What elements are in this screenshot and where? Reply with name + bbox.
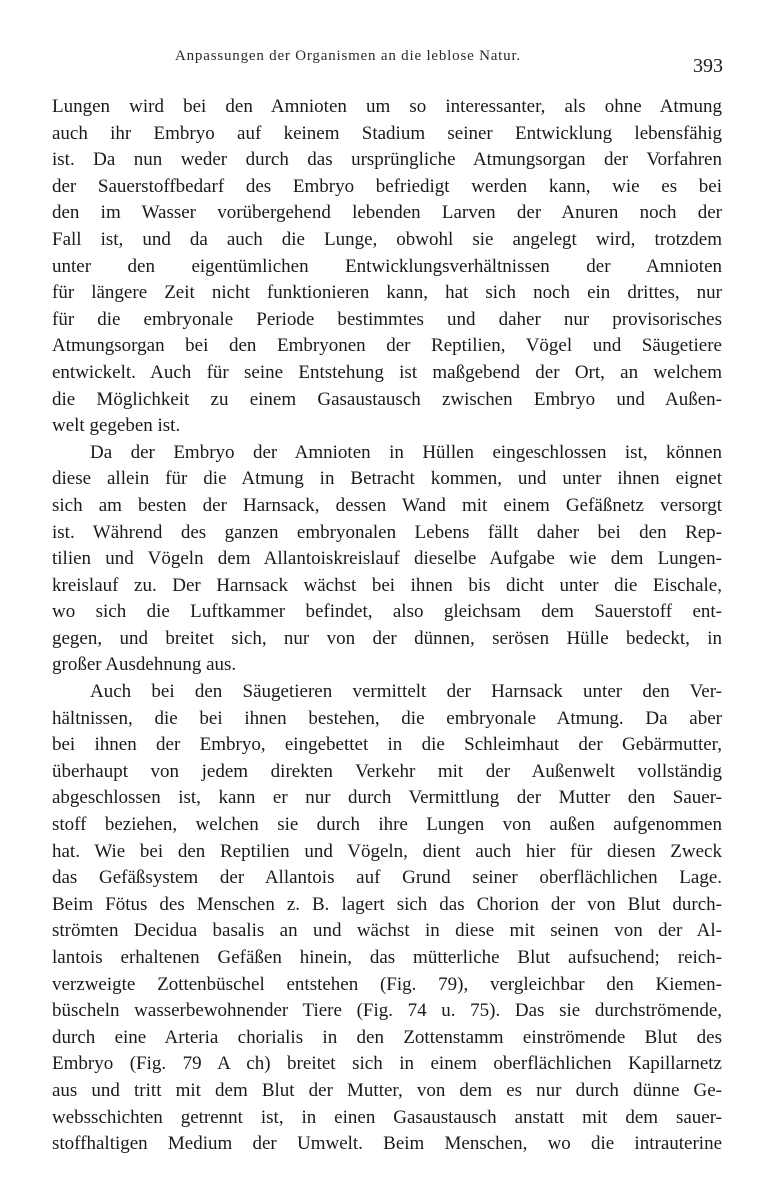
- text-line: stoff beziehen, welchen sie durch ihre Lungen von außen aufgenommen: [52, 814, 722, 836]
- text-line: überhaupt von jedem direkten Verkehr mit der Außenwelt vollständig: [52, 760, 722, 782]
- paragraph-2: [52, 440, 722, 679]
- text-line: Embryo (Fig. 79 A ch) breitet sich in einem oberflächlichen Kapillarnetz: [52, 1053, 722, 1075]
- text-line: sich am besten der Harnsack, dessen Wand mit einem Gefäßnetz versorgt: [52, 494, 722, 516]
- text-line: für die embryonale Periode bestimmtes und daher nur provisorisches: [52, 308, 722, 330]
- text-line: Beim Fötus des Menschen z. B. lagert sich das Chorion der von Blut durch-: [52, 893, 722, 915]
- text-line: diese allein für die Atmung in Betracht kommen, und unter ihnen eignet: [52, 468, 722, 490]
- text-line: den im Wasser vorübergehend lebenden Larven der Anuren noch der: [52, 202, 722, 224]
- text-line: großer Ausdehnung aus.: [52, 654, 237, 676]
- text-line: ist. Während des ganzen embryonalen Lebens fällt daher bei den Rep-: [52, 521, 722, 543]
- text-line: aus und tritt mit dem Blut der Mutter, von dem es nur durch dünne Ge-: [52, 1079, 722, 1101]
- text-line: bei ihnen der Embryo, eingebettet in die Schleimhaut der Gebärmutter,: [52, 734, 722, 756]
- text-line: Atmungsorgan bei den Embryonen der Reptilien, Vögel und Säugetiere: [52, 335, 722, 357]
- text-line: entwickelt. Auch für seine Entstehung ist maßgebend der Ort, an welchem: [52, 361, 722, 383]
- text-line: tilien und Vögeln dem Allantoiskreislauf dieselbe Aufgabe wie dem Lungen-: [52, 548, 722, 570]
- text-line: hat. Wie bei den Reptilien und Vögeln, dient auch hier für diesen Zweck: [52, 840, 722, 862]
- text-line: Da der Embryo der Amnioten in Hüllen eingeschlossen ist, können: [90, 441, 722, 463]
- text-line: Lungen wird bei den Amnioten um so interessanter, als ohne Atmung: [52, 96, 722, 117]
- text-line: gegen, und breitet sich, nur von der dünnen, serösen Hülle bedeckt, in: [52, 627, 722, 649]
- text-line: unter den eigentümlichen Entwicklungsverhältnissen der Amnioten: [52, 255, 722, 277]
- text-line: büscheln wasserbewohnender Tiere (Fig. 74 u. 75). Das sie durchströmende,: [52, 1000, 722, 1022]
- text-line: wo sich die Luftkammer befindet, also gleichsam dem Sauerstoff ent-: [52, 601, 722, 623]
- text-line: die Möglichkeit zu einem Gasaustausch zwischen Embryo und Außen-: [52, 388, 722, 410]
- text-line: strömten Decidua basalis an und wächst in diese mit seinen von der Al-: [52, 920, 722, 942]
- text-line: verzweigte Zottenbüschel entstehen (Fig. 79), vergleichbar den Kiemen-: [52, 973, 722, 995]
- text-line: websschichten getrennt ist, in einen Gasaustausch anstatt mit dem sauer-: [52, 1106, 722, 1128]
- text-line: der Sauerstoffbedarf des Embryo befriedigt werden kann, wie es bei: [52, 175, 722, 197]
- running-head: Anpassungen der Organismen an die leblose Natur.: [175, 48, 521, 64]
- text-line: welt gegeben ist.: [52, 415, 181, 437]
- paragraph-1: [52, 94, 722, 440]
- text-line: für längere Zeit nicht funktionieren kann, hat sich noch ein drittes, nur: [52, 282, 722, 304]
- page-number: 393: [693, 55, 723, 77]
- text-line: hältnissen, die bei ihnen bestehen, die embryonale Atmung. Da aber: [52, 707, 722, 729]
- text-line: Auch bei den Säugetieren vermittelt der Harnsack unter den Ver-: [90, 681, 722, 703]
- text-line: lantois erhaltenen Gefäßen hinein, das mütterliche Blut aufsuchend; reich-: [52, 947, 722, 968]
- text-line: stoffhaltigen Medium der Umwelt. Beim Menschen, wo die intrauterine: [52, 1133, 722, 1155]
- paragraph-3: [52, 679, 722, 1158]
- text-line: Fall ist, und da auch die Lunge, obwohl sie angelegt wird, trotzdem: [52, 228, 722, 250]
- text-line: kreislauf zu. Der Harnsack wächst bei ihnen bis dicht unter die Eischale,: [52, 574, 722, 596]
- text-line: auch ihr Embryo auf keinem Stadium seiner Entwicklung lebensfähig: [52, 122, 722, 144]
- body-text: [52, 94, 722, 1158]
- text-line: durch eine Arteria chorialis in den Zottenstamm einströmende Blut des: [52, 1026, 722, 1048]
- text-line: das Gefäßsystem der Allantois auf Grund seiner oberflächlichen Lage.: [52, 867, 722, 889]
- text-line: ist. Da nun weder durch das ursprüngliche Atmungsorgan der Vorfahren: [52, 149, 722, 171]
- text-line: abgeschlossen ist, kann er nur durch Vermittlung der Mutter den Sauer-: [52, 787, 722, 809]
